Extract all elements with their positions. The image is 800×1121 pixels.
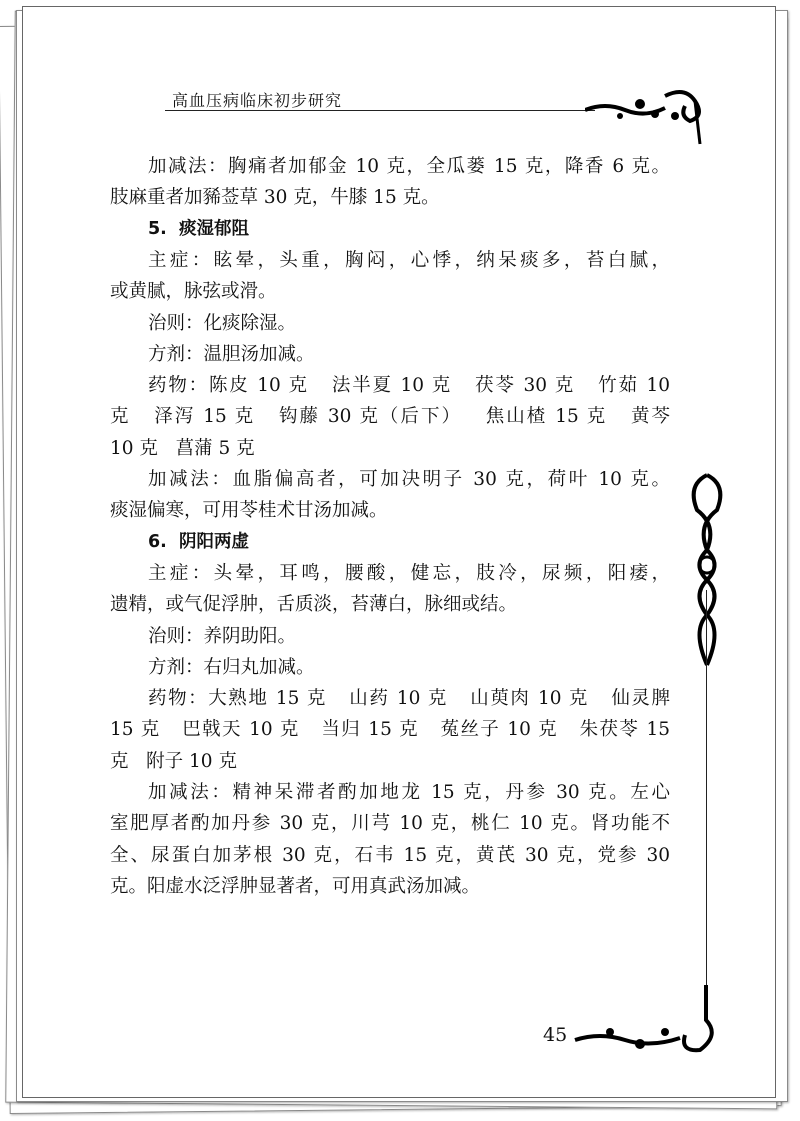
text-line: 室肥厚者酌加丹参 30 克，川芎 10 克，桃仁 10 克。肾功能不 [110, 813, 670, 835]
text-line: 痰湿偏寒，可用苓桂术甘汤加减。 [110, 500, 388, 522]
side-ornament-icon [682, 470, 732, 670]
text-line: 加减法：精神呆滞者酌加地龙 15 克，丹参 30 克。左心 [148, 782, 670, 803]
text-line: 15 克 巴戟天 10 克 当归 15 克 菟丝子 10 克 朱茯苓 15 [110, 719, 670, 741]
section-heading: 5. 痰湿郁阻 [148, 218, 250, 239]
text-line: 克。阳虚水泛浮肿显著者，可用真武汤加减。 [110, 875, 481, 897]
side-rule [706, 590, 707, 1000]
text-line: 主症：眩晕，头重，胸闷，心悸，纳呆痰多，苔白腻， [148, 249, 670, 271]
text-line: 克 泽泻 15 克 钩藤 30 克（后下） 焦山楂 15 克 黄芩 [110, 406, 670, 428]
text-line: 加减法：血脂偏高者，可加决明子 30 克，荷叶 10 克。 [148, 469, 670, 490]
page-number: 45 [543, 1024, 568, 1046]
text-line: 治则：养阴助阳。 [148, 625, 297, 647]
text-line: 10 克 菖蒲 5 克 [110, 437, 255, 459]
text-line: 或黄腻，脉弦或滑。 [110, 281, 277, 303]
section-heading: 6. 阴阳两虚 [148, 531, 250, 552]
text-line: 全、尿蛋白加茅根 30 克，石韦 15 克，黄芪 30 克，党参 30 [110, 844, 670, 866]
running-header: 高血压病临床初步研究 [172, 91, 343, 110]
text-line: 遗精，或气促浮肿，舌质淡，苔薄白，脉细或结。 [110, 594, 518, 616]
text-line: 加减法：胸痛者加郁金 10 克，全瓜蒌 15 克，降香 6 克。 [148, 156, 670, 177]
text-line: 药物：大熟地 15 克 山药 10 克 山萸肉 10 克 仙灵脾 [148, 688, 670, 710]
text-line: 方剂：温胆汤加减。 [148, 343, 315, 365]
footer-ornament-icon [570, 980, 720, 1060]
header-ornament-icon [585, 86, 715, 146]
text-line: 肢麻重者加豨莶草 30 克，牛膝 15 克。 [110, 187, 440, 209]
text-line: 药物：陈皮 10 克 法半夏 10 克 茯苓 30 克 竹茹 10 [148, 375, 670, 397]
text-line: 方剂：右归丸加减。 [148, 656, 315, 678]
text-line: 治则：化痰除湿。 [148, 312, 297, 334]
header-rule [165, 110, 595, 111]
text-line: 主症：头晕，耳鸣，腰酸，健忘，肢冷，尿频，阳痿， [148, 562, 670, 584]
text-line: 克 附子 10 克 [110, 750, 237, 772]
